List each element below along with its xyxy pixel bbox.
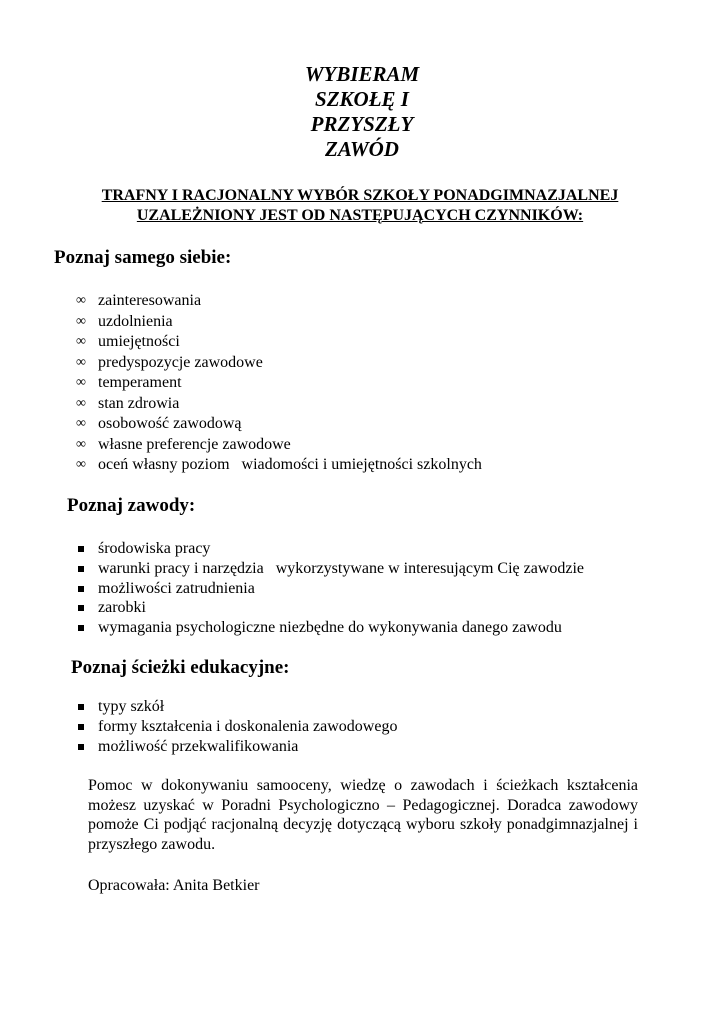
title-line: ZAWÓD (325, 137, 399, 161)
list-item-text: możliwość przekwalifikowania (98, 737, 299, 755)
square-bullet-icon (78, 625, 84, 631)
list-item (76, 353, 482, 374)
education-paths-list (76, 697, 397, 756)
list-item (76, 373, 482, 394)
list-item-text: oceń własny poziom wiadomości i umiejętności szkolnych (98, 456, 482, 473)
self-knowledge-list (76, 291, 482, 476)
title-line: PRZYSZŁY (310, 112, 414, 136)
list-item (76, 717, 397, 737)
infinity-bullet-icon: ∞ (76, 416, 86, 431)
list-item-text: predyspozycje zawodowe (98, 353, 263, 371)
list-item-text: osobowość zawodową (98, 415, 242, 432)
list-item (76, 579, 584, 599)
list-item-text: temperament (98, 374, 182, 391)
list-item-text: zarobki (98, 599, 146, 617)
list-item (76, 435, 482, 456)
square-bullet-icon (78, 566, 84, 572)
infinity-bullet-icon: ∞ (76, 334, 86, 349)
list-item (76, 598, 584, 618)
list-item-text: typy szkół (98, 698, 165, 715)
page-title (0, 62, 724, 162)
author-credit: Opracowała: Anita Betkier (88, 877, 260, 894)
list-item (76, 332, 482, 353)
list-item-text: stan zdrowia (98, 394, 180, 412)
list-item (76, 312, 482, 333)
infinity-bullet-icon: ∞ (76, 293, 86, 308)
subtitle-line: TRAFNY I RACJONALNY WYBÓR SZKOŁY PONADGIMNAZJALNEJ (101, 187, 619, 204)
list-item-text: formy kształcenia i doskonalenia zawodowego (98, 717, 398, 735)
list-item (76, 291, 482, 312)
title-line: SZKOŁĘ I (315, 87, 409, 111)
subtitle-line: UZALEŻNIONY JEST OD NASTĘPUJĄCYCH CZYNNIKÓW: (136, 207, 584, 224)
infinity-bullet-icon: ∞ (76, 375, 86, 390)
infinity-bullet-icon: ∞ (76, 436, 86, 452)
infinity-bullet-icon: ∞ (76, 395, 86, 411)
section-heading-self: Poznaj samego siebie: (54, 247, 232, 268)
list-item (76, 618, 584, 638)
list-item (76, 455, 482, 476)
list-item (76, 539, 584, 559)
square-bullet-icon (78, 704, 84, 710)
list-item (76, 414, 482, 435)
list-item-text: wymagania psychologiczne niezbędne do wykonywania danego zawodu (98, 619, 562, 637)
professions-list (76, 539, 584, 638)
list-item-text: uzdolnienia (98, 312, 173, 330)
square-bullet-icon (78, 724, 84, 730)
list-item-text: własne preferencje zawodowe (98, 435, 291, 453)
list-item (76, 737, 397, 757)
square-bullet-icon (78, 605, 84, 611)
list-item-text: zainteresowania (98, 292, 202, 309)
subtitle (40, 186, 680, 226)
infinity-bullet-icon: ∞ (76, 313, 86, 329)
title-line: WYBIERAM (304, 62, 420, 86)
list-item-text: środowiska pracy (98, 540, 211, 557)
square-bullet-icon (78, 744, 84, 750)
list-item-text: umiejętności (98, 333, 180, 350)
list-item-text: możliwości zatrudnienia (98, 579, 255, 597)
list-item (76, 394, 482, 415)
square-bullet-icon (78, 546, 84, 552)
infinity-bullet-icon: ∞ (76, 354, 86, 370)
list-item (76, 697, 397, 717)
section-heading-professions: Poznaj zawody: (67, 495, 196, 516)
section-heading-education: Poznaj ścieżki edukacyjne: (71, 657, 290, 678)
list-item-text: warunki pracy i narzędzia wykorzystywane w interesującym Cię zawodzie (98, 559, 585, 577)
infinity-bullet-icon: ∞ (76, 457, 86, 472)
list-item (76, 559, 584, 579)
square-bullet-icon (78, 586, 84, 592)
help-paragraph: Pomoc w dokonywaniu samooceny, wiedzę o zawodach i ścieżkach kształcenia możesz uzyskać w Poradni Psychologiczno – Pedagogicznej. Doradca zawodowy pomoże Ci podjąć racjonalną decyzję dotyczącą wyboru szkoły ponadgimnazjalnej i przyszłego zawodu. (88, 777, 638, 853)
